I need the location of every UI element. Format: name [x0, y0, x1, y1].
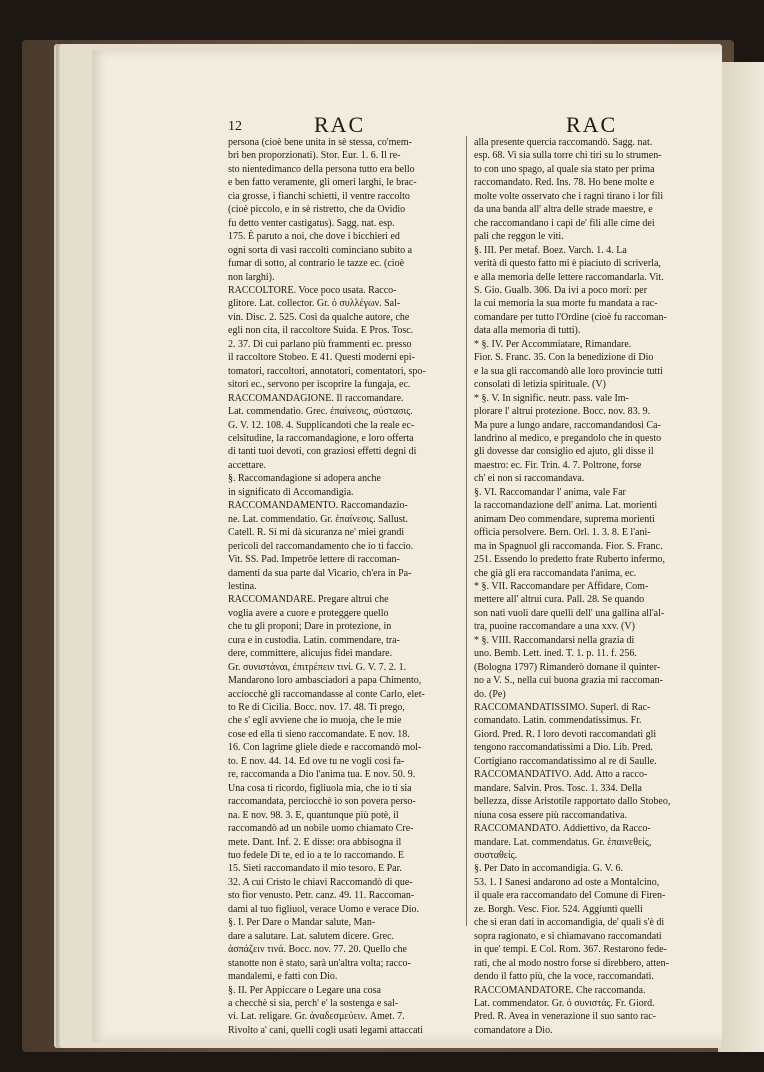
- text-line: re, raccomanda a Dio l'anima tua. E nov. 50. 9.: [228, 769, 416, 781]
- text-line: dendo il fatto più, che la voce, raccomandati.: [474, 971, 654, 983]
- text-line: e ben fatto veramente, gli omeri larghi, le brac-: [228, 177, 417, 189]
- text-line: ze. Borgh. Vesc. Fior. 524. Aggiunti quelli: [474, 903, 643, 915]
- text-line: sopra ragionato, e si chiamavano raccomandati: [474, 930, 662, 942]
- text-line: RACCOMANDATIVO. Add. Atto a racco-: [474, 769, 648, 781]
- text-line: Mandarono loro ambasciadori a papa Chimento,: [228, 675, 422, 687]
- text-line: 53. 1. I Sanesi andarono ad oste a Montalcino,: [474, 876, 660, 888]
- text-line: S. Gio. Gualb. 306. Da ivi a poco morì: per: [474, 284, 648, 296]
- text-line: che s' egli avviene che io muoja, che le mie: [228, 715, 402, 727]
- text-line: che si eran dati in accomandigia, de' quali s'è di: [474, 917, 665, 929]
- text-line: la raccomandazione dell' anima. Lat. morienti: [474, 500, 658, 512]
- text-line: §. II. Per Appiccare o Legare una cosa: [228, 984, 381, 996]
- text-line: acciocchè gli raccomandasse al conte Carlo, elet-: [228, 688, 425, 700]
- text-line: G. V. 12. 108. 4. Supplicandoti che la reale ec-: [228, 419, 415, 431]
- text-line: συσταθείς.: [474, 850, 518, 862]
- text-line: plorare l' altrui protezione. Bocc. nov. 83. 9.: [474, 406, 651, 418]
- text-line: persona (cioè bene unita in sè stessa, co'mem-: [228, 137, 412, 148]
- text-line: ma in Spagnuol gli raccomanda. Fior. S. Franc.: [474, 540, 663, 552]
- text-line: 15. Sieti raccomandato il mio tesoro. E Par.: [228, 863, 402, 875]
- page-number: 12: [228, 119, 242, 134]
- text-line: data alla memoria di tutti).: [474, 325, 581, 337]
- text-line: na. E nov. 98. 3. E, quantunque più potè, il: [228, 809, 399, 821]
- text-line: RACCOMANDATO. Addiettivo, da Racco-: [474, 823, 651, 835]
- text-line: e la sua gli raccomandò alle loro provincie tutti: [474, 365, 663, 377]
- text-line: consolati di letizia spirituale. (V): [474, 379, 606, 391]
- text-line: rati, che al modo nostro forse si direbbero, atten-: [474, 957, 669, 969]
- text-line: Vit. SS. Pad. Impetrôe lettere di raccoman-: [228, 554, 400, 566]
- text-line: Catell. R. Sì mi dà sicuranza ne' miei grandi: [228, 527, 405, 539]
- text-line: tomatori, raccoltori, annotatori, comentatori, spo-: [228, 365, 426, 377]
- text-line: RACCOMANDARE. Pregare altrui che: [228, 594, 389, 606]
- text-line: a checchè si sia, perch' e' la sostenga e sal-: [228, 998, 399, 1009]
- text-line: vi. Lat. religare. Gr. ἀναδεσμεύειν. Amet. 7.: [228, 1011, 405, 1023]
- text-line: Fior. S. Franc. 35. Con la benedizione di Dio: [474, 352, 654, 364]
- text-line: animam Deo commendare, suprema morienti: [474, 513, 655, 525]
- text-line: da una banda all' altra delle strade maestre, e: [474, 204, 653, 216]
- text-line: comandare per tutto l'Ordine (cioè fu raccoman-: [474, 311, 667, 323]
- text-line: la cui memoria la sua morte fu mandata a rac-: [474, 298, 658, 310]
- text-line: fumar di sotto, al contrario le tazze ec. (cioè: [228, 258, 405, 270]
- text-line: pali che reggon le viti.: [474, 231, 564, 243]
- text-line: egli non cita, il raccoltore Suida. E Pros. Tosc.: [228, 325, 414, 337]
- text-line: Lat. commendator. Gr. ὁ συνιστάς. Fr. Giord.: [474, 998, 655, 1009]
- text-line: 2. 37. Di cui parlano più frammenti ec. presso: [228, 338, 412, 350]
- text-line: bellezza, disse Aristotile rapportato dallo Stobeo,: [474, 796, 671, 808]
- text-line: officia persolvere. Bern. Orl. 1. 3. 8. E l'ani-: [474, 527, 651, 539]
- text-line: Giord. Pred. R. I loro devoti raccomandati gli: [474, 728, 657, 740]
- text-line: tra, puoine raccomandare a una xxv. (V): [474, 621, 635, 633]
- text-line: RACCOMANDATISSIMO. Superl. di Rac-: [474, 702, 651, 714]
- text-line: ἀσπάζειν τινά. Bocc. nov. 77. 20. Quello che: [228, 944, 407, 956]
- text-line: Rivolto a' cani, quelli cogli usati legami attaccati: [228, 1024, 424, 1036]
- text-line: dere, committere, alicujus fidei mandare.: [228, 648, 393, 660]
- text-line: cura e in custodia. Latin. commendare, tra-: [228, 634, 400, 646]
- text-line: celsitudine, la raccomandagione, e loro offerta: [228, 432, 414, 444]
- text-line: accettare.: [228, 459, 267, 471]
- left-column: [228, 136, 456, 1037]
- text-line: raccomandato. Red. Ins. 78. Ho bene molte e: [474, 177, 655, 189]
- text-line: il quale era raccomandato del Comune di Firen-: [474, 890, 666, 902]
- text-line: ogni sorta di vasi raccolti cominciano subito a: [228, 244, 413, 256]
- text-line: in significato di Accomandigia.: [228, 486, 354, 498]
- text-line: in que' tempi. E Col. Rom. 367. Restarono fede-: [474, 944, 667, 956]
- text-line: §. I. Per Dare o Mandar salute, Man-: [228, 917, 376, 929]
- text-line: tuo fedele Di te, ed io a te lo raccomando. E: [228, 850, 405, 862]
- text-line: no a V. S., nella cui buona grazia mi raccoman-: [474, 675, 664, 687]
- text-line: mandalemi, e fatti con Dio.: [228, 971, 338, 983]
- text-line: RACCOMANDATORE. Che raccomanda.: [474, 984, 646, 996]
- text-line: §. Raccomandagione si adopera anche: [228, 473, 381, 485]
- text-line: 32. A cui Cristo le chiavi Raccomandò di que-: [228, 876, 413, 888]
- text-line: cia grosse, i fianchi schietti, il ventre raccolto: [228, 190, 410, 202]
- text-line: raccomandò ad un nobile uomo chiamato Cre-: [228, 823, 414, 835]
- text-line: alla presente quercia raccomandò. Sagg. nat.: [474, 137, 653, 148]
- text-line: sto fior venusto. Petr. canz. 49. 11. Raccoman-: [228, 890, 415, 902]
- text-line: ne. Lat. commendatio. Gr. ἐπαίνεσις. Sallust.: [228, 513, 408, 525]
- text-line: §. Per Dato in accomandigia. G. V. 6.: [474, 863, 624, 875]
- text-line: RACCOMANDAGIONE. Il raccomandare.: [228, 392, 404, 404]
- text-line: tengono raccomandatissimi a Dio. Lib. Pred.: [474, 742, 653, 754]
- text-line: 16. Con lagrime gliele diede e raccomandò mol-: [228, 742, 422, 754]
- text-line: ch' ei non si raccomandava.: [474, 473, 585, 485]
- text-line: maestro: ec. Fir. Trin. 4. 7. Poltrone, forse: [474, 459, 642, 471]
- text-line: glitore. Lat. collector. Gr. ὁ συλλέγων. Sal-: [228, 298, 401, 310]
- text-line: mete. Dant. Inf. 2. E disse: ora abbisogna il: [228, 836, 402, 848]
- text-line: Cortigiano raccomandatissimo al re di Saulle.: [474, 755, 657, 767]
- text-line: che tu gli proponi; Dare in protezione, in: [228, 621, 392, 633]
- text-line: molte volte osservato che i ragni tirano i lor fili: [474, 190, 664, 202]
- text-line: * §. VIII. Raccomandarsi nella grazia di: [474, 634, 635, 646]
- text-line: * §. V. In signific. neutr. pass. vale Im-: [474, 392, 629, 404]
- text-line: mandare. Lat. commendatus. Gr. ἐπαινεθείς,: [474, 836, 652, 848]
- text-line: vin. Disc. 2. 525. Così da qualche autore, che: [228, 311, 410, 323]
- text-line: RACCOLTORE. Voce poco usata. Racco-: [228, 284, 397, 296]
- running-head-right: RAC: [566, 112, 618, 137]
- text-line: gli dovesse dar consiglio ed ajuto, gli disse il: [474, 446, 654, 458]
- text-line: comandatore a Dio.: [474, 1024, 553, 1036]
- text-line: do. (Pe): [474, 688, 506, 700]
- text-line: to Re di Cicilia. Bocc. nov. 17. 48. Ti prego,: [228, 702, 405, 714]
- text-line: che raccomandano i capi de' fili alle cime dei: [474, 217, 655, 229]
- text-line: e alla memoria delle lettere raccomandarla. Vit.: [474, 271, 664, 283]
- text-line: dami al tuo figliuol, verace Uomo e verace Dio.: [228, 903, 420, 915]
- right-column: [474, 136, 702, 1037]
- text-line: sitori ec., servono per iscoprire la fungaja, ec.: [228, 379, 411, 391]
- text-line: che già gli era raccomandata l'anima, ec.: [474, 567, 637, 579]
- text-line: * §. IV. Per Accommiatare, Rimandare.: [474, 338, 632, 350]
- text-line: mettere all' altrui cura. Pall. 28. Se quando: [474, 594, 645, 606]
- text-line: Lat. commendatio. Grec. ἐπαίνεσις, σύστασις.: [228, 406, 413, 418]
- text-line: lestina.: [228, 580, 257, 592]
- text-line: (Bologna 1797) Rimanderò domane il quinter-: [474, 661, 661, 673]
- text-line: landrino al medico, e pregandolo che in questo: [474, 432, 662, 444]
- facing-page-edge: [718, 62, 764, 1052]
- text-line: raccomandata, perciocchè io son povera perso-: [228, 796, 416, 808]
- text-line: dare a salutare. Lat. salutem dicere. Grec.: [228, 930, 395, 942]
- text-line: esp. 68. Vi sia sulla torre chi tiri su lo strumen-: [474, 150, 662, 162]
- text-line: voglia avere a cuore e proteggere quello: [228, 607, 389, 619]
- text-line: non larghi).: [228, 271, 275, 283]
- text-line: damenti da sua parte dal Vicario, ch'era in Pa-: [228, 567, 412, 579]
- text-line: (cioè piccolo, e in sè ristretto, che da Ovidio: [228, 204, 406, 216]
- text-line: 251. Essendo lo predetto frate Ruberto infermo,: [474, 554, 666, 566]
- text-line: Gr. συνιστάναι, ἐπιτρέπειν τινί. G. V. 7. 2. 1.: [228, 661, 407, 673]
- running-head-left: RAC: [314, 112, 366, 137]
- text-line: §. III. Per metaf. Boez. Varch. 1. 4. La: [474, 244, 627, 256]
- text-line: fu detto venter castigatus). Sagg. nat. esp.: [228, 217, 395, 229]
- text-line: to con uno spago, al quale sia stato per prima: [474, 163, 655, 175]
- text-line: stanotte non è stato, sarà un'altra volta; racco-: [228, 957, 411, 969]
- text-line: Ma pure a lungo andare, raccomandandosi Ca-: [474, 419, 661, 431]
- text-line: bri ben proporzionati). Stor. Eur. 1. 6. Il re-: [228, 150, 401, 162]
- text-line: son nati vuoli dare quelli dell' una gallina all'al-: [474, 607, 665, 619]
- text-line: RACCOMANDAMENTO. Raccomandazio-: [228, 500, 408, 512]
- text-line: comandato. Latin. commendatissimus. Fr.: [474, 715, 642, 727]
- text-line: sto nientedimanco della persona tutto era bello: [228, 163, 415, 175]
- text-line: di tanti tuoi devoti, con graziosi effetti degni di: [228, 446, 417, 458]
- text-line: mandare. Salvin. Pros. Tosc. 1. 334. Della: [474, 782, 642, 794]
- text-line: verità di questo fatto mi è piaciuto di scriverla,: [474, 258, 661, 270]
- text-line: il raccoltore Stobeo. E 41. Questi moderni epi-: [228, 352, 415, 364]
- text-line: §. VI. Raccomandar l' anima, vale Far: [474, 486, 626, 498]
- text-line: pericoli del raccomandamento che io ti faccio.: [228, 540, 414, 552]
- text-line: Pred. R. Avea in venerazione il suo santo rac-: [474, 1011, 656, 1023]
- column-rule: [466, 136, 467, 926]
- text-line: uno. Bemb. Lett. ined. T. 1. p. 11. f. 256.: [474, 648, 637, 660]
- text-line: niuna cosa essere più raccomandativa.: [474, 809, 627, 821]
- text-line: * §. VII. Raccomandare per Affidare, Com-: [474, 580, 649, 592]
- text-line: 175. È paruto a noi, che dove i bicchieri ed: [228, 231, 400, 243]
- text-line: cose ed ella ti sieno raccomandate. E nov. 18.: [228, 728, 410, 740]
- text-line: to. E nov. 44. 14. Ed ove tu ne vogli così fa-: [228, 755, 405, 767]
- text-line: Una cosa ti ricordo, figliuola mia, che io ti sia: [228, 782, 412, 794]
